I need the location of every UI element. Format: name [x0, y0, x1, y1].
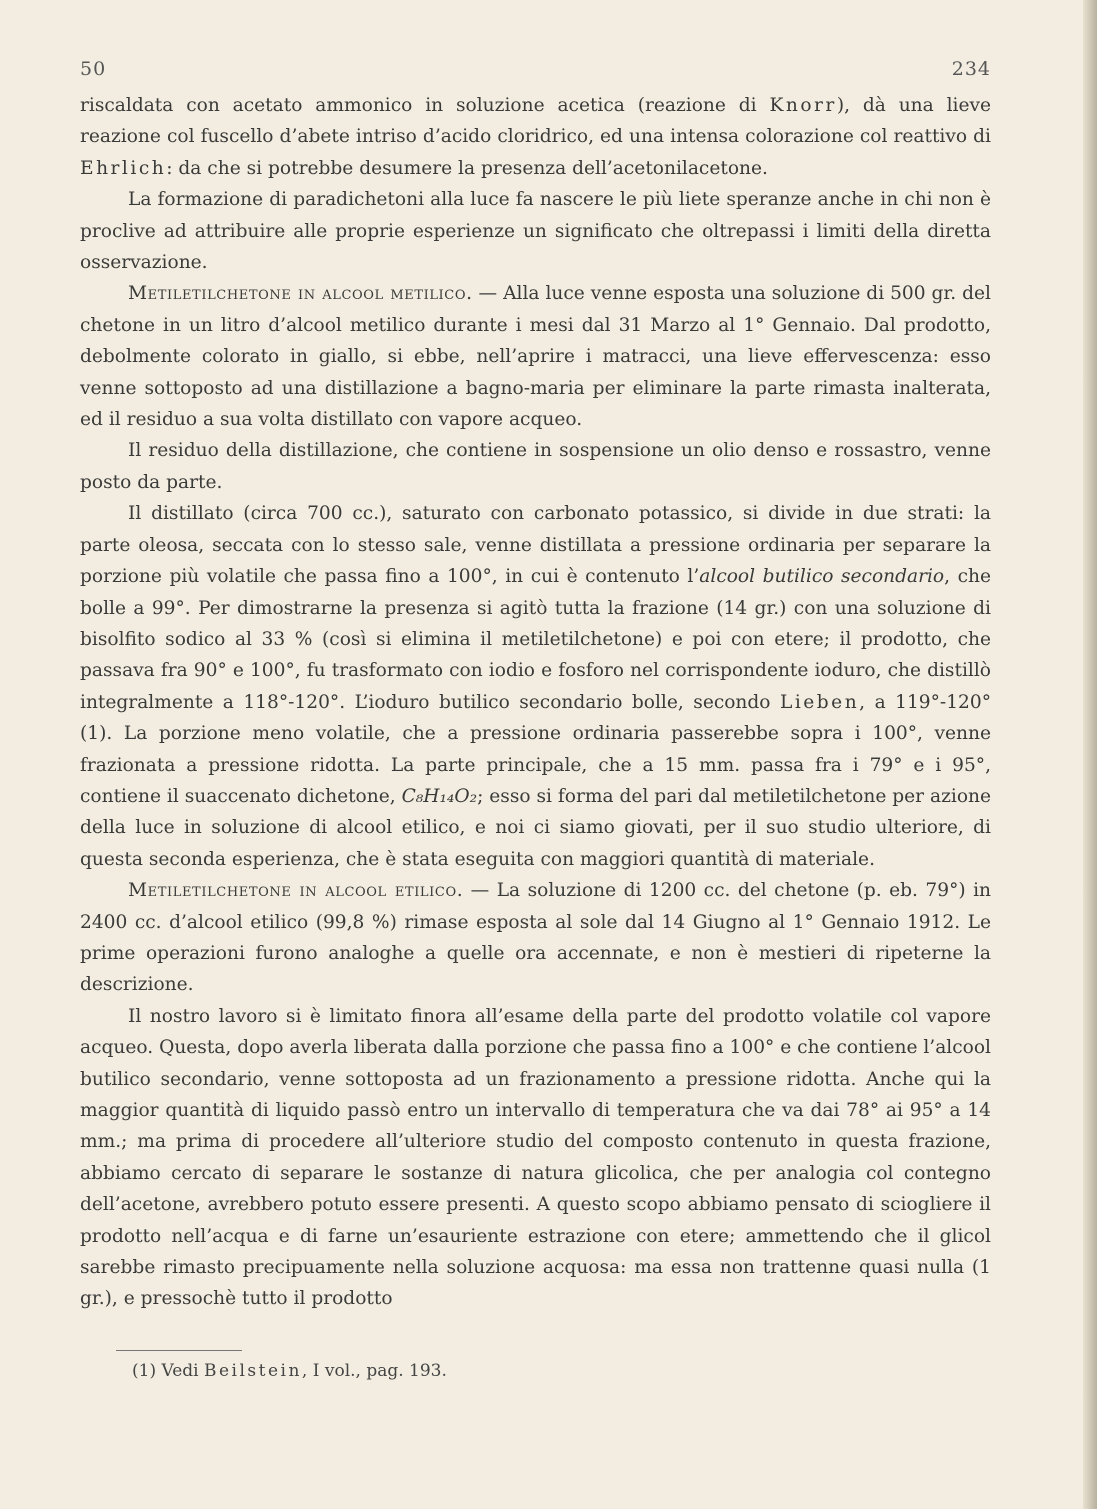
paragraph-7: Il nostro lavoro si è limitato finora all’esame della parte del prodotto volatile col vapore acqueo. Questa, dopo averla liberata dalla porzione che passa fino a 100° e che contiene l’alcool butilico secondario, venne sottoposta ad un frazionamento a pressione ridotta. Anche qui la maggior quantità di liquido passò entro un intervallo di temperatura che va dai 78° ai 95° a 14 mm.; ma prima di procedere all’ulteriore studio del composto contenuto in questa frazione, abbiamo cercato di separare le sostanze di natura glicolica, che per analogia col contegno dell’acetone, avrebbero potuto essere presenti. A questo scopo abbiamo pensato di sciogliere il prodotto nell’acqua e di farne un’esauriente estrazione con etere; ammettendo che il glicol sarebbe rimasto precipuamente nella soluzione acquosa: ma essa non trattenne quasi nulla (1 gr.), e pressochè tutto il prodotto	[80, 1005, 991, 1310]
term-alcool-butilico: alcool butilico secondario	[699, 566, 945, 588]
footnote-rule	[116, 1350, 242, 1351]
text-run: : da che si potrebbe desumere la presenza dell’acetonilacetone.	[166, 157, 768, 179]
left-page-number: 50	[80, 58, 107, 80]
name-beilstein: Beilstein	[203, 1361, 302, 1381]
body-text	[80, 90, 991, 1315]
section-heading-metilico: Metiletilchetone in alcool metilico.	[128, 283, 473, 305]
chemical-formula: C₈H₁₄O₂	[401, 785, 478, 807]
name-knorr: Knorr	[769, 95, 837, 116]
page-edge	[1083, 0, 1097, 1509]
text-run: Il distillato (circa 700 cc.), saturato con carbonato potassico, si divide in due strati: la parte oleosa, seccata con lo stesso sale, venne distillata a pressione ordinaria per separare la porzione più volatile che passa fino a 100°, in cui è contenuto l’	[80, 503, 991, 588]
text-run: , a 119°-120° (1). La porzione meno volatile, che a pressione ordinaria passerebbe sopra i 100°, venne frazionata a pressione ridotta. La parte principale, che a 15 mm. passa fra i 79° e i 95°, contiene il suaccenato dichetone,	[80, 691, 991, 807]
text-run: — Alla luce venne esposta una soluzione di 500 gr. del chetone in un litro d’alcool metilico durante i mesi dal 31 Marzo al 1° Gennaio. Dal prodotto, debolmente colorato in giallo, si ebbe, nell’aprire i matracci, una lieve effervescenza: esso venne sottoposto ad una distillazione a bagno-maria per eliminare la parte rimasta inalterata, ed il residuo a sua volta distillato con vapore acqueo.	[80, 283, 991, 431]
text-run: (1) Vedi	[132, 1361, 204, 1381]
paragraph-3	[80, 278, 991, 435]
name-ehrlich: Ehrlich	[80, 157, 167, 179]
paragraph-1	[80, 90, 991, 184]
paragraph-4: Il residuo della distillazione, che contiene in sospensione un olio denso e rossastro, venne posto da parte.	[80, 440, 991, 493]
text-run: — La soluzione di 1200 cc. del chetone (p. eb. 79°) in 2400 cc. d’alcool etilico (99,8 %) rimase esposta al sole dal 14 Giugno al 1° Gennaio 1912. Le prime operazioni furono analoghe a quelle ora accennate, e non è mestieri di ripeterne la descrizione.	[80, 880, 991, 996]
page-header	[80, 58, 991, 80]
footnote	[132, 1361, 447, 1381]
paragraph-5	[80, 498, 991, 875]
paragraph-6	[80, 875, 991, 1001]
text-run: ), dà una lieve reazione col fuscello d’abete intriso d’acido cloridrico, ed una intensa colorazione col reattivo di	[80, 95, 992, 148]
right-page-number: 234	[951, 58, 991, 80]
text-run: riscaldata con acetato ammonico in soluzione acetica (reazione di	[80, 95, 770, 116]
name-lieben: Lieben	[779, 691, 860, 713]
paragraph-2: La formazione di paradichetoni alla luce fa nascere le più liete speranze anche in chi non è proclive ad attribuire alle proprie esperienze un significato che oltrepassi i limiti della diretta osservazione.	[80, 189, 991, 274]
text-run: , che bolle a 99°. Per dimostrarne la presenza si agitò tutta la frazione (14 gr.) con una soluzione di bisolfito sodico al 33 % (così si elimina il metiletilchetone) e poi con etere; il prodotto, che passava fra 90° e 100°, fu trasformato con iodio e fosforo nel corrispondente ioduro, che distillò integralmente a 118°-120°. L’ioduro butilico secondario bolle, secondo	[80, 566, 992, 713]
section-heading-etilico: Metiletilchetone in alcool etilico.	[128, 880, 464, 902]
text-run: , I vol., pag. 193.	[301, 1361, 447, 1381]
text-run: ; esso si forma del pari dal metiletilchetone per azione della luce in soluzione di alcool etilico, e noi ci siamo giovati, per il suo studio ulteriore, di questa seconda esperienza, che è stata eseguita con maggiori quantità di materiale.	[80, 785, 991, 870]
